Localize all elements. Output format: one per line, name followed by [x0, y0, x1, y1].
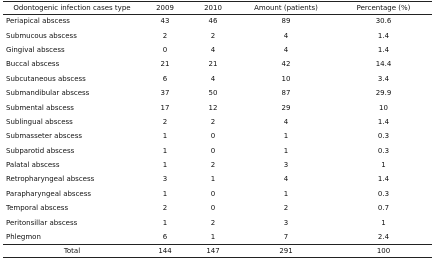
table-row: [3, 230, 432, 244]
cell-percentage: 0.3: [377, 189, 390, 198]
header-percentage: Percentage (%): [335, 2, 432, 15]
cell-2010: 2: [210, 31, 216, 40]
cell-amount: 2: [283, 204, 289, 213]
cell-amount: 29: [281, 103, 291, 112]
cell-amount: 1: [283, 146, 289, 155]
cell-amount: 42: [281, 60, 291, 69]
header-row: [3, 2, 432, 15]
cell-amount: 3: [283, 161, 289, 170]
cell-2009: 3: [162, 175, 168, 184]
table-row: [3, 15, 432, 29]
cell-2009: 1: [162, 146, 168, 155]
cell-2009: 2: [162, 31, 168, 40]
cell-type: Submental abscess: [6, 103, 74, 112]
header-2010: 2010: [189, 2, 237, 15]
cell-2009: 1: [162, 132, 168, 141]
cell-type: Subcutaneous abscess: [6, 74, 86, 83]
cell-type: Retropharyngeal abscess: [6, 175, 95, 184]
cell-percentage: 0.3: [377, 146, 390, 155]
cell-amount: 4: [283, 175, 289, 184]
cell-2009: 1: [162, 189, 168, 198]
header-2009: 2009: [141, 2, 189, 15]
table-row: [3, 158, 432, 172]
cell-percentage: 1.4: [377, 31, 390, 40]
table-row: [3, 115, 432, 129]
table-row: [3, 216, 432, 230]
cell-percentage: 3.4: [377, 74, 390, 83]
cell-percentage: 10: [379, 103, 388, 112]
cell-amount: 4: [283, 31, 289, 40]
cell-percentage: 30.6: [375, 17, 392, 26]
cell-amount: 87: [281, 89, 291, 98]
table-header: [3, 2, 432, 15]
cell-amount: 1: [283, 189, 289, 198]
cell-2010: 46: [208, 17, 218, 26]
cell-2010: 12: [208, 103, 218, 112]
cell-2010: 0: [210, 132, 216, 141]
cell-2009: 21: [160, 60, 170, 69]
cell-type: Gingival abscess: [6, 45, 65, 54]
cell-percentage: 0.7: [377, 204, 390, 213]
cell-percentage: 1.4: [377, 175, 390, 184]
cell-2009: 1: [162, 161, 168, 170]
table-row: [3, 101, 432, 115]
cell-percentage: 14.4: [375, 60, 392, 69]
cell-2010: 4: [210, 74, 216, 83]
cell-type: Buccal abscess: [6, 60, 60, 69]
total-label: Total: [3, 245, 141, 258]
cell-amount: 4: [283, 117, 289, 126]
cell-type: Submandibular abscess: [6, 89, 90, 98]
cell-type: Submasseter abscess: [6, 132, 83, 141]
total-percentage: 100: [335, 245, 432, 258]
cell-percentage: 2.4: [377, 232, 390, 241]
cell-percentage: 1: [381, 161, 386, 170]
table-row: [3, 43, 432, 57]
cell-type: Parapharyngeal abscess: [6, 189, 92, 198]
cell-2010: 2: [210, 218, 216, 227]
cell-type: Temporal abscess: [6, 204, 69, 213]
cell-2009: 0: [162, 45, 168, 54]
cell-2010: 1: [210, 175, 216, 184]
table-row: [3, 29, 432, 43]
cell-2009: 6: [162, 232, 168, 241]
table-row: [3, 130, 432, 144]
cell-amount: 4: [283, 45, 289, 54]
cell-type: Phlegmon: [6, 232, 41, 241]
total-amount: 291: [237, 245, 335, 258]
cell-2010: 0: [210, 204, 216, 213]
cell-2009: 2: [162, 117, 168, 126]
cell-type: Submucous abscess: [6, 31, 77, 40]
cell-2009: 6: [162, 74, 168, 83]
cell-2009: 43: [160, 17, 170, 26]
table-row: [3, 58, 432, 72]
cell-2010: 4: [210, 45, 216, 54]
cell-type: Sublingual abscess: [6, 117, 73, 126]
cell-percentage: 1.4: [377, 117, 390, 126]
table-body: [3, 15, 432, 245]
cell-2010: 21: [208, 60, 218, 69]
cell-2009: 2: [162, 204, 168, 213]
table-row: [3, 72, 432, 86]
cell-2009: 17: [160, 103, 170, 112]
header-type: Odontogenic infection cases type: [3, 2, 141, 15]
table-row: [3, 202, 432, 216]
cell-amount: 10: [281, 74, 291, 83]
cell-type: Peritonsillar abscess: [6, 218, 78, 227]
cell-percentage: 0.3: [377, 132, 390, 141]
table-row: [3, 187, 432, 201]
table-row: [3, 86, 432, 100]
table-footer: [3, 245, 432, 258]
cell-percentage: 1.4: [377, 45, 390, 54]
cell-2010: 2: [210, 117, 216, 126]
cell-type: Palatal abscess: [6, 161, 60, 170]
cell-2009: 1: [162, 218, 168, 227]
cell-2010: 50: [208, 89, 218, 98]
cell-amount: 89: [281, 17, 291, 26]
cell-2010: 2: [210, 161, 216, 170]
cell-2010: 1: [210, 232, 216, 241]
cell-amount: 1: [283, 132, 289, 141]
cell-type: Periapical abscess: [6, 17, 70, 26]
cell-2009: 37: [160, 89, 170, 98]
cell-amount: 3: [283, 218, 289, 227]
infection-cases-table: [3, 1, 432, 258]
cell-type: Subparotid abscess: [6, 146, 75, 155]
cell-2010: 0: [210, 189, 216, 198]
total-2009: 144: [141, 245, 189, 258]
table-row: [3, 173, 432, 187]
header-amount: Amount (patients): [237, 2, 335, 15]
total-row: [3, 245, 432, 258]
cell-amount: 7: [283, 232, 289, 241]
cell-percentage: 1: [381, 218, 386, 227]
total-2010: 147: [189, 245, 237, 258]
cell-percentage: 29.9: [375, 89, 392, 98]
cell-2010: 0: [210, 146, 216, 155]
table-row: [3, 144, 432, 158]
